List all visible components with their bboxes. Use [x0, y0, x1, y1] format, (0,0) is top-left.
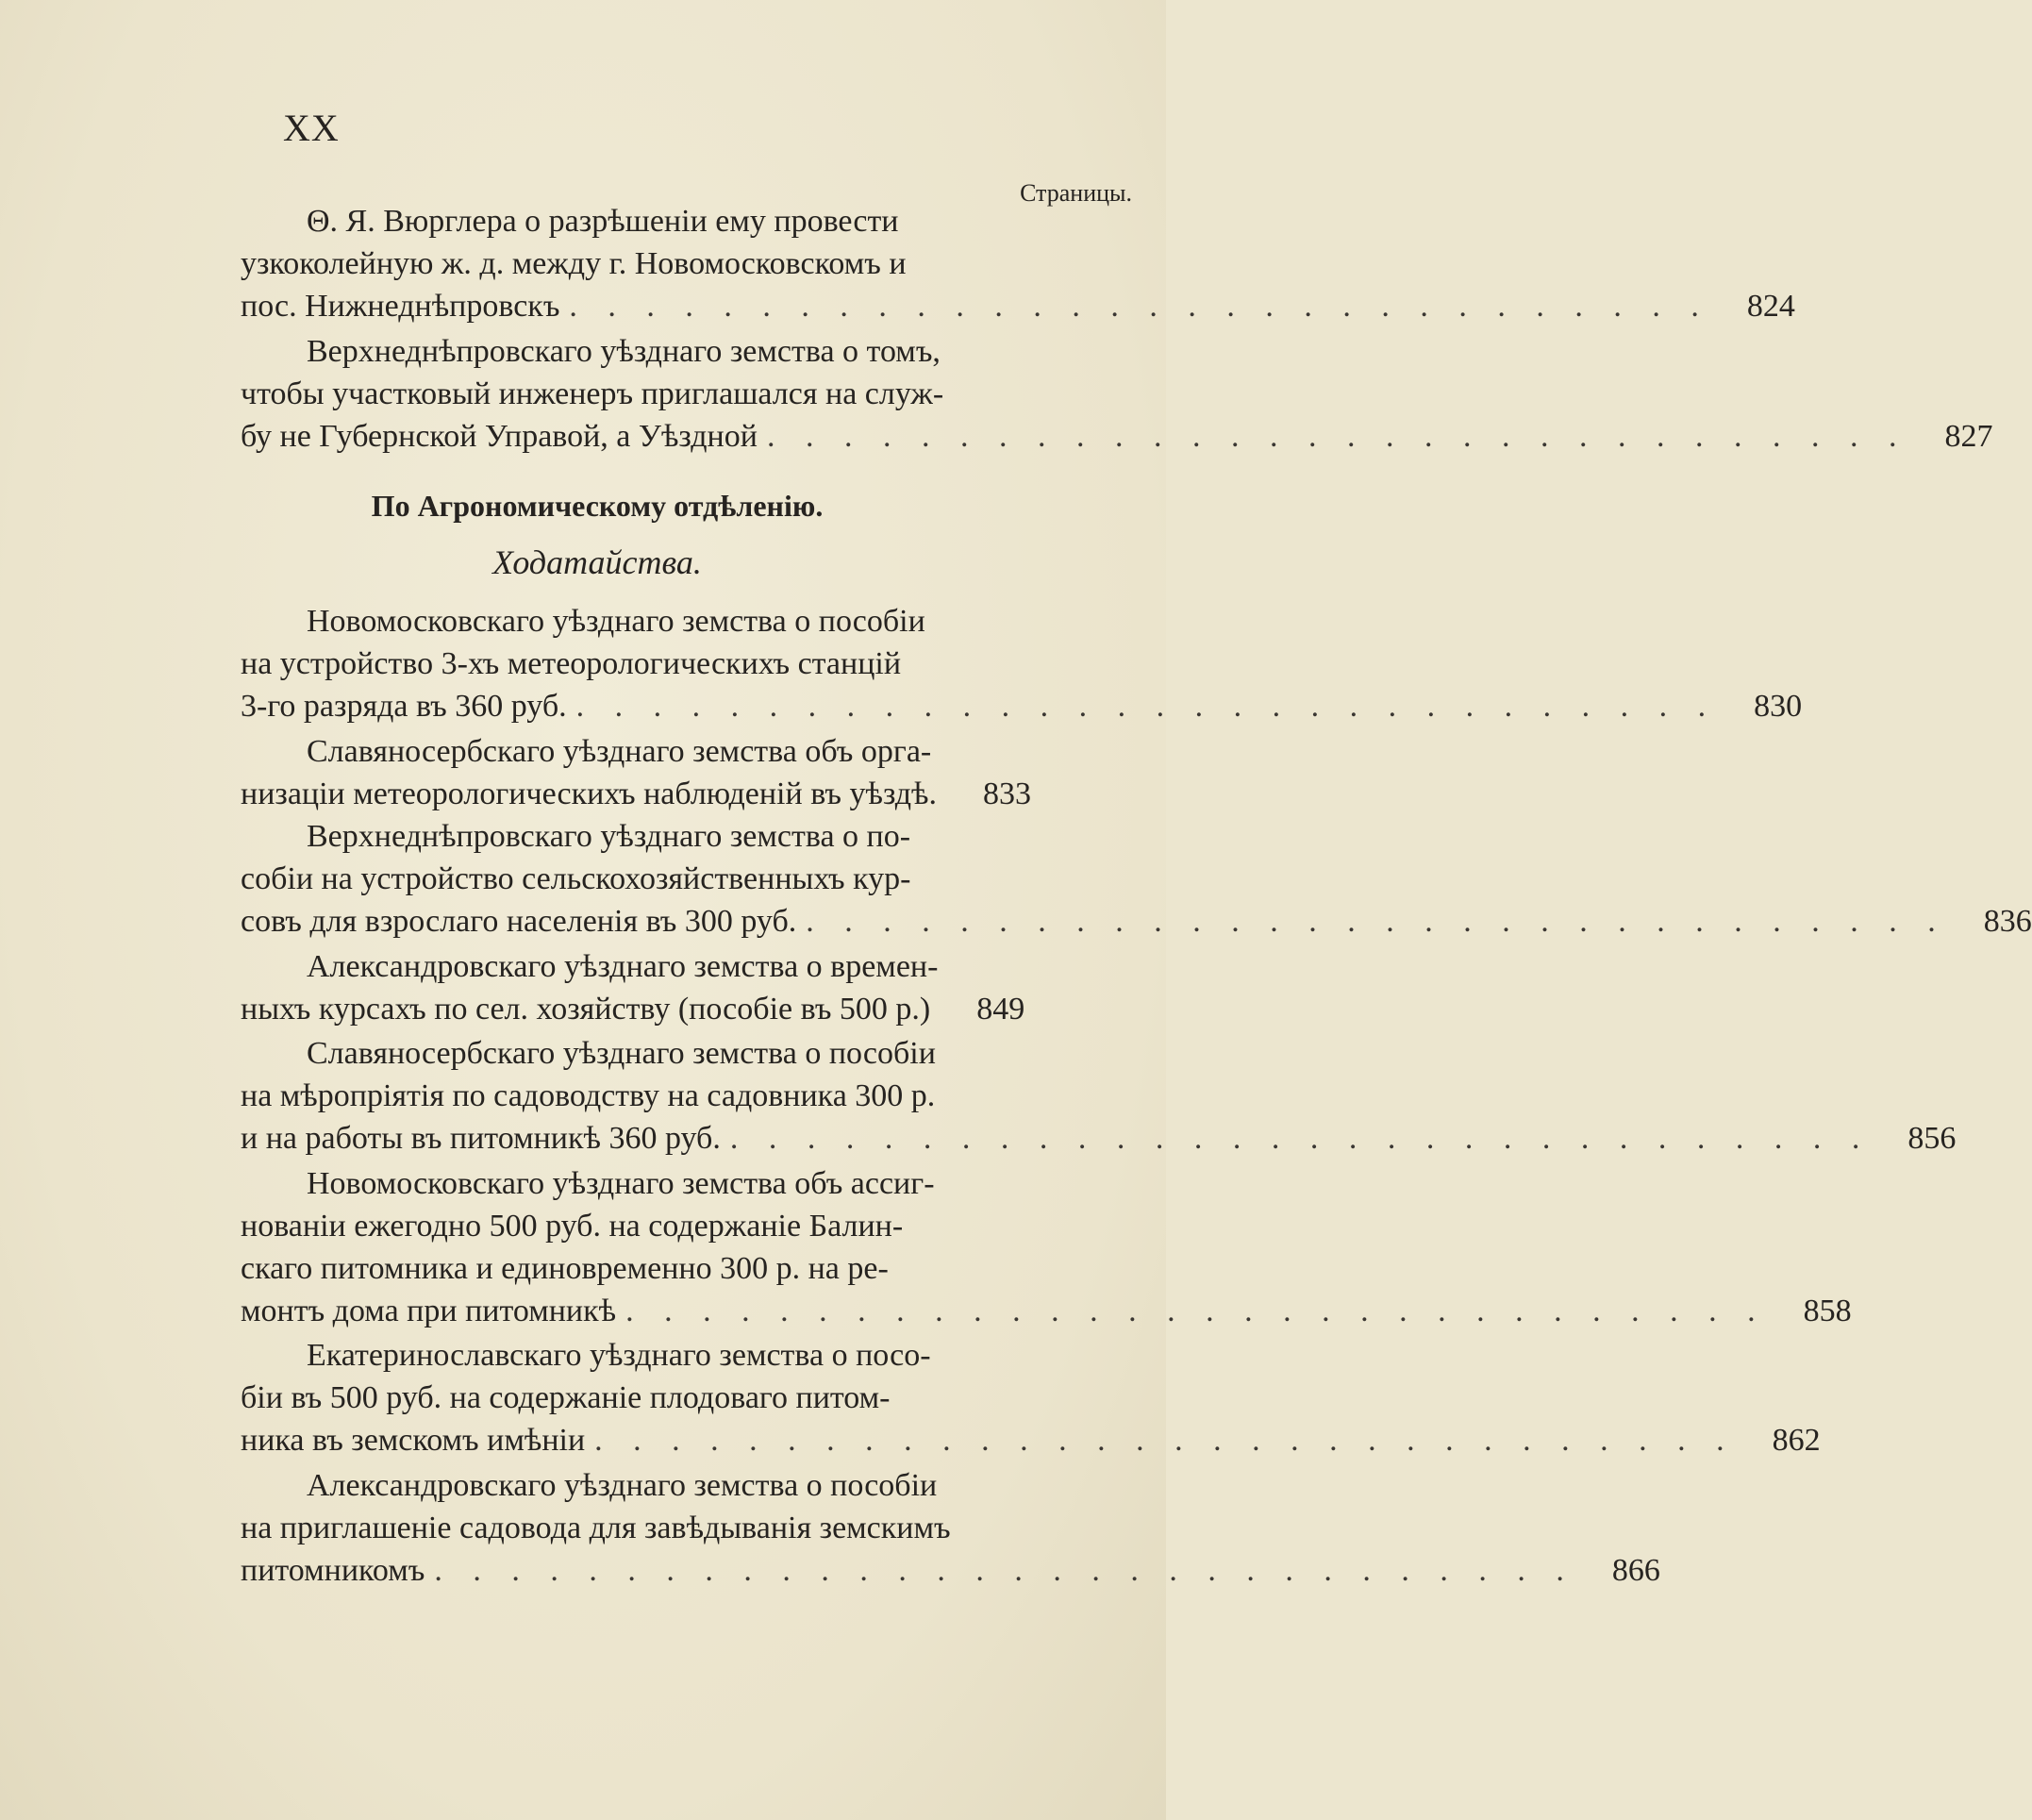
entry-line-last: бу не Губернской Управой, а Уѣздной . . . . . . . . . . . . . . . . . . . . . . . . . . . . . . 827: [241, 415, 1014, 458]
leader-dots: . . . . . . . . . . . . . . . . . . . . . . . . . . . . . .: [569, 289, 1710, 324]
entry-line: нованіи ежегодно 500 руб. на содержаніе Балин-: [241, 1209, 904, 1244]
entry-line-last: ныхъ курсахъ по сел. хозяйству (пособіе въ 500 р.) 849: [241, 988, 1014, 1030]
leader-dots: . . . . . . . . . . . . . . . . . . . . . . . . . . . . . .: [575, 689, 1718, 724]
entry-line: чтобы участковый инженеръ приглашался на служ-: [241, 376, 944, 411]
toc-entry: [241, 1032, 1957, 1160]
entry-line: Екатеринославскаго уѣзднаго земства о посо-: [307, 1338, 931, 1373]
toc-entry: [241, 1334, 1821, 1461]
subsection-title: Ходатайства.: [492, 543, 702, 581]
pages-column-header: Страницы.: [1020, 179, 1132, 207]
leader-dots: . . . . . . . . . . . . . . . . . . . . . . . . . . . . . .: [766, 419, 1908, 454]
entry-line-last: и на работы въ питомникѣ 360 руб. . . . . . . . . . . . . . . . . . . . . . . . . . . . . . . 856: [241, 1117, 1014, 1160]
entry-line: на мѣропріятія по садоводству на садовника 300 р.: [241, 1078, 936, 1113]
toc-entry: [241, 600, 1803, 727]
entry-line: Верхнеднѣпровскаго уѣзднаго земства о по-: [307, 819, 911, 854]
entry-page-number: 866: [1611, 1553, 1660, 1588]
entry-line: Александровскаго уѣзднаго земства о пособіи: [307, 1468, 938, 1503]
entry-line-last: пос. Нижнеднѣпровскъ . . . . . . . . . . . . . . . . . . . . . . . . . . . . . . 824: [241, 285, 1014, 327]
entry-line: Новомосковскаго уѣзднаго земства объ ассиг-: [307, 1166, 935, 1201]
entry-page-number: 827: [1944, 419, 1993, 454]
toc-entry: [241, 1162, 1852, 1332]
toc-entry: [241, 730, 1032, 815]
entry-page-number: 836: [1983, 904, 2032, 939]
entry-line: узкоколейную ж. д. между г. Новомосковскомъ и: [241, 246, 907, 281]
entry-line-last: совъ для взрослаго населенія въ 300 руб. . . . . . . . . . . . . . . . . . . . . . . . . . . . . . . 836: [241, 900, 1014, 943]
entry-page-number: 833: [983, 776, 1032, 811]
entry-line: на устройство 3-хъ метеорологическихъ станцій: [241, 646, 902, 681]
toc-entry: [241, 200, 1795, 327]
entry-page-number: 862: [1772, 1423, 1821, 1458]
toc-entry: [241, 945, 1025, 1030]
entry-line: Александровскаго уѣзднаго земства о времен-: [307, 949, 939, 984]
toc-entry: [241, 815, 2032, 943]
toc-entry: [241, 330, 1993, 458]
entry-line-last: монтъ дома при питомникѣ . . . . . . . . . . . . . . . . . . . . . . . . . . . . . . 858: [241, 1290, 1014, 1332]
leader-dots: . . . . . . . . . . . . . . . . . . . . . . . . . . . . . .: [625, 1294, 1767, 1328]
leader-dots: . . . . . . . . . . . . . . . . . . . . . . . . . . . . . .: [729, 1121, 1872, 1156]
entry-line: на приглашеніе садовода для завѣдыванія земскимъ: [241, 1511, 951, 1545]
entry-line-last: ника въ земскомъ имѣніи . . . . . . . . . . . . . . . . . . . . . . . . . . . . . . 862: [241, 1419, 1014, 1461]
entry-page-number: 849: [976, 992, 1025, 1027]
entry-line: Славяносербскаго уѣзднаго земства о пособіи: [307, 1036, 936, 1071]
entry-line-last: низаціи метеорологическихъ наблюденій въ уѣздѣ. 833: [241, 773, 1014, 815]
entry-page-number: 824: [1746, 289, 1795, 324]
section-title: По Агрономическому отдѣленію.: [371, 489, 824, 523]
leader-dots: . . . . . . . . . . . . . . . . . . . . . . . . . . . . . .: [594, 1423, 1736, 1458]
entry-line: Новомосковскаго уѣзднаго земства о пособіи: [307, 604, 925, 639]
entry-line: собіи на устройство сельскохозяйственныхъ кур-: [241, 861, 911, 896]
entry-line: Славяносербскаго уѣзднаго земства объ орга-: [307, 734, 932, 769]
entry-line-last: 3-го разряда въ 360 руб. . . . . . . . . . . . . . . . . . . . . . . . . . . . . . . 830: [241, 685, 1014, 727]
leader-dots: . . . . . . . . . . . . . . . . . . . . . . . . . . . . . .: [806, 904, 1947, 939]
entry-line: біи въ 500 руб. на содержаніе плодоваго питом-: [241, 1380, 891, 1415]
toc-entry: [241, 1464, 1660, 1592]
entry-page-number: 830: [1754, 689, 1803, 724]
entry-line: Верхнеднѣпровскаго уѣзднаго земства о томъ,: [307, 334, 941, 369]
entry-line-last: питомникомъ . . . . . . . . . . . . . . . . . . . . . . . . . . . . . . 866: [241, 1549, 1014, 1592]
entry-line: скаго питомника и единовременно 300 р. на ре-: [241, 1251, 889, 1286]
entry-page-number: 856: [1907, 1121, 1957, 1156]
entry-line: Θ. Я. Вюрглера о разрѣшеніи ему провести: [307, 204, 899, 239]
page-number: XX: [283, 107, 340, 149]
entry-page-number: 858: [1803, 1294, 1852, 1328]
leader-dots: . . . . . . . . . . . . . . . . . . . . . . . . . . . . . .: [434, 1553, 1575, 1588]
